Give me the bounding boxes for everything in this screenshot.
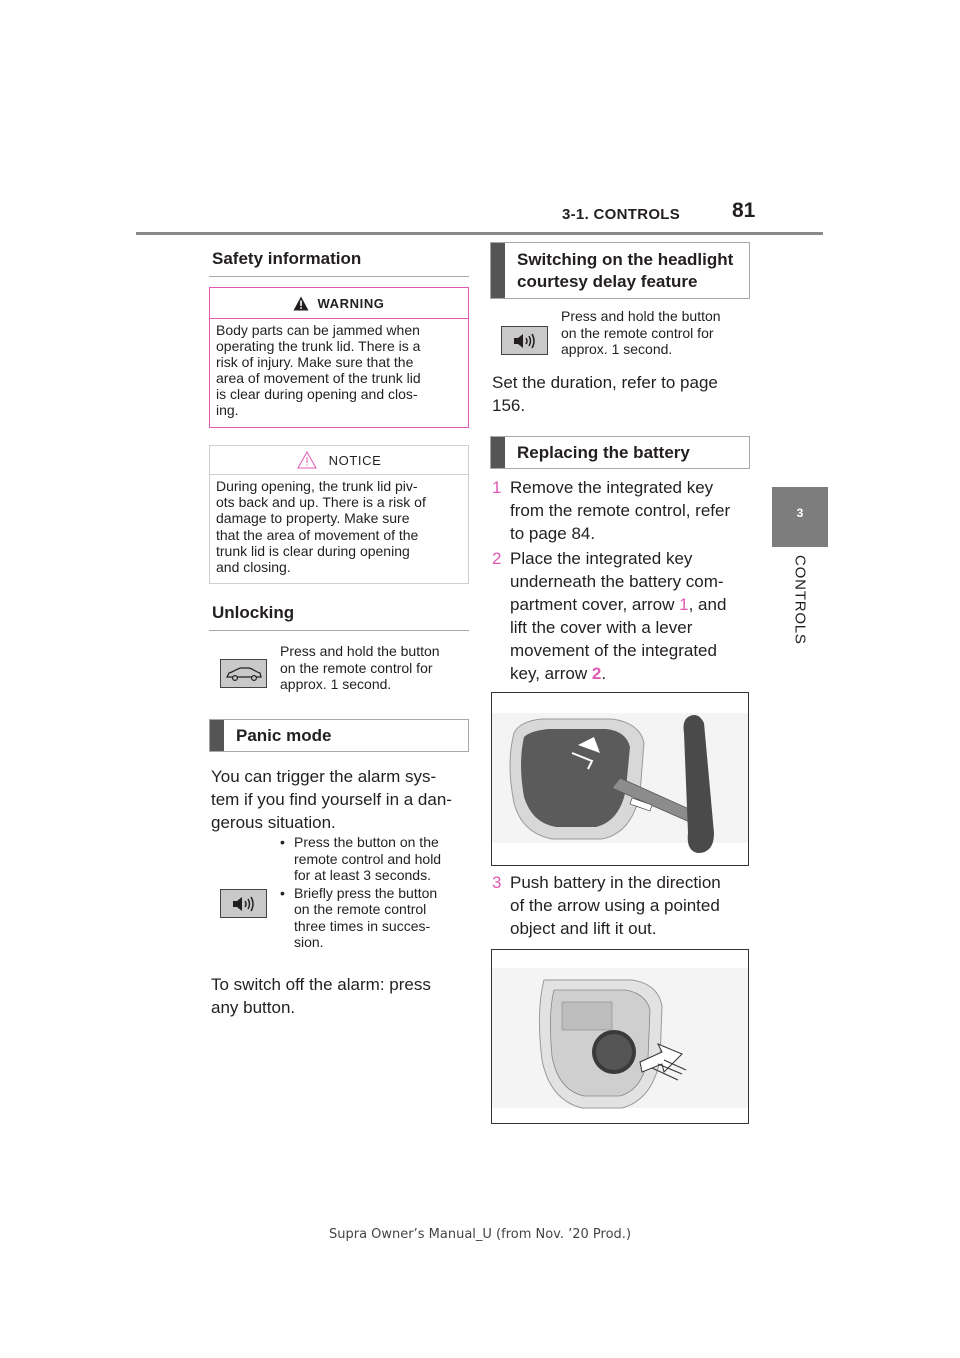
unlocking-heading xyxy=(209,596,469,631)
car-unlock-icon xyxy=(225,666,263,682)
safety-heading-text: Safety information xyxy=(212,249,362,268)
text-line: 156. xyxy=(492,396,526,415)
step-line-text: key, arrow xyxy=(510,664,588,683)
bullet-line: sion. xyxy=(294,934,324,950)
warning-box xyxy=(209,287,469,428)
arrow-1-reference: 1 xyxy=(679,595,689,614)
instruction-line: on the remote control for xyxy=(561,324,714,341)
bullet-item xyxy=(280,885,470,951)
step-3 xyxy=(492,871,762,940)
key-fob-cover-illustration xyxy=(491,692,749,866)
text-line: To switch off the alarm: press xyxy=(211,975,431,994)
text-line: You can trigger the alarm sys- xyxy=(211,767,437,786)
heading-bar xyxy=(210,720,224,751)
panic-bullets xyxy=(280,834,470,951)
warning-triangle-icon xyxy=(293,296,309,311)
step-line: of the arrow using a pointed xyxy=(510,896,720,915)
horn-speaker-icon xyxy=(231,895,257,913)
footer: Supra Owner’s Manual_U (from Nov. ’20 Prod.) xyxy=(328,1227,632,1242)
notice-line: damage to property. Make sure xyxy=(216,510,410,527)
text-line: any button. xyxy=(211,998,296,1017)
step-line: Place the integrated key xyxy=(510,549,693,568)
step-line: object and lift it out. xyxy=(510,919,657,938)
battery-heading-text: Replacing the battery xyxy=(517,443,690,462)
bullet-line: remote control and hold xyxy=(294,850,442,867)
horn-speaker-icon xyxy=(512,332,538,350)
headlight-courtesy-heading xyxy=(490,242,750,299)
notice-line: and closing. xyxy=(216,559,291,576)
instruction-line: on the remote control for xyxy=(280,659,433,676)
battery-compartment-illustration xyxy=(492,950,748,1123)
step-line: lift the cover with a lever xyxy=(510,618,693,637)
headlight-instruction xyxy=(561,308,751,358)
step-line: Push battery in the direction xyxy=(510,873,721,892)
bullet-marker: • xyxy=(280,834,285,850)
instruction-line: approx. 1 second. xyxy=(280,676,392,692)
bullet-item xyxy=(280,834,470,884)
safety-information-heading xyxy=(209,242,469,277)
step-number: 3 xyxy=(492,873,502,892)
section-title: 3-1. CONTROLS xyxy=(562,206,681,223)
chapter-number: 3 xyxy=(796,506,804,520)
bullet-marker: • xyxy=(280,884,285,901)
heading-bar xyxy=(491,437,505,468)
step-number: 1 xyxy=(492,478,502,497)
warning-header xyxy=(210,288,468,319)
warning-line: is clear during opening and clos- xyxy=(216,386,418,402)
text-line: tem if you find yourself in a dan- xyxy=(211,790,452,809)
unlocking-heading-text: Unlocking xyxy=(212,603,295,622)
notice-line: trunk lid is clear during opening xyxy=(216,542,410,559)
text-line: Set the duration, refer to page xyxy=(492,373,718,392)
step-line xyxy=(510,662,726,685)
warning-line: operating the trunk lid. There is a xyxy=(216,338,421,354)
step-line-suffix: . xyxy=(601,664,607,683)
text-line: gerous situation. xyxy=(211,813,336,832)
bullet-line: on the remote control xyxy=(294,901,427,917)
panic-off-text xyxy=(211,973,473,1019)
step-line: movement of the integrated xyxy=(510,641,717,660)
panic-button-symbol xyxy=(220,889,267,918)
header-rule xyxy=(136,232,823,235)
heading-line: courtesy delay feature xyxy=(517,272,698,291)
warning-title: WARNING xyxy=(317,295,385,311)
panic-intro xyxy=(211,765,473,834)
battery-steps xyxy=(492,476,762,685)
bullet-line: Press the button on the xyxy=(294,834,439,850)
warning-line: area of movement of the trunk lid xyxy=(216,370,421,386)
instruction-line: Press and hold the button xyxy=(561,308,721,324)
arrow-2-reference: 2 xyxy=(591,664,602,683)
instruction-line: approx. 1 second. xyxy=(561,341,673,357)
unlocking-instruction xyxy=(280,643,470,693)
notice-line: that the area of movement of the xyxy=(216,526,419,543)
duration-text xyxy=(492,371,754,417)
warning-line: Body parts can be jammed when xyxy=(216,322,420,338)
notice-text xyxy=(210,475,468,575)
key-fob-illustration xyxy=(492,693,748,865)
bullet-line: for at least 3 seconds. xyxy=(294,867,431,883)
step-number: 2 xyxy=(492,549,502,568)
step-1 xyxy=(492,476,762,545)
panic-heading-text: Panic mode xyxy=(236,726,332,745)
panic-mode-heading xyxy=(209,719,469,752)
notice-title: NOTICE xyxy=(328,452,382,468)
heading-bar xyxy=(491,243,505,298)
replacing-battery-heading xyxy=(490,436,750,469)
headlight-heading-text xyxy=(505,243,733,298)
step-line: underneath the battery com- xyxy=(510,572,724,591)
warning-line: ing. xyxy=(216,402,239,418)
battery-step-3 xyxy=(492,871,762,940)
headlight-button-symbol xyxy=(501,326,548,355)
bullet-line: Briefly press the button xyxy=(294,884,438,901)
chapter-label: CONTROLS xyxy=(791,555,809,645)
page-number: 81 xyxy=(732,199,756,222)
battery-removal-illustration xyxy=(491,949,749,1124)
notice-line: ots back and up. There is a risk of xyxy=(216,494,426,511)
step-2 xyxy=(492,547,762,685)
warning-line: risk of injury. Make sure that the xyxy=(216,354,414,370)
notice-box xyxy=(209,445,469,584)
instruction-line: Press and hold the button xyxy=(280,643,440,659)
chapter-tab xyxy=(772,487,828,547)
heading-line: Switching on the headlight xyxy=(517,250,734,269)
notice-line: During opening, the trunk lid piv- xyxy=(216,478,418,494)
step-line: to page 84. xyxy=(510,524,596,543)
step-line xyxy=(510,593,726,616)
step-line-suffix: , and xyxy=(688,595,727,614)
unlock-button-symbol xyxy=(220,659,267,688)
step-line-text: partment cover, arrow xyxy=(510,595,675,614)
warning-text xyxy=(210,319,468,418)
bullet-line: three times in succes- xyxy=(294,917,431,934)
step-line: Remove the integrated key xyxy=(510,478,714,497)
notice-header xyxy=(210,446,468,475)
step-line: from the remote control, refer xyxy=(510,501,731,520)
notice-triangle-icon xyxy=(297,451,317,469)
